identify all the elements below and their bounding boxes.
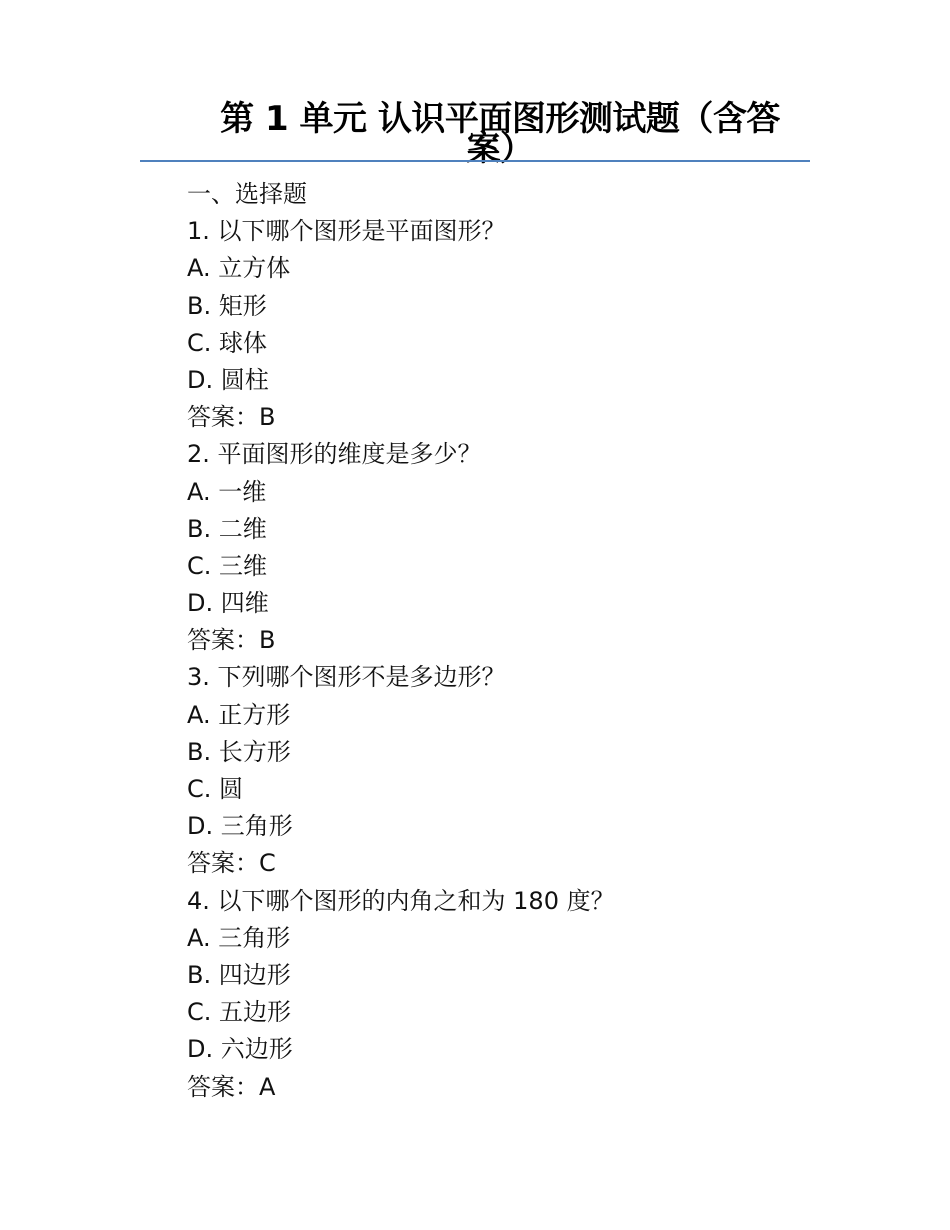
option-a: A. 立方体 [187,254,291,283]
option-d: D. 六边形 [187,1035,293,1064]
option-b: B. 二维 [187,514,267,543]
question-block [187,436,807,659]
answer-text: 答案：B [187,626,276,655]
question-block [187,659,807,882]
question-text: 2. 平面图形的维度是多少？ [187,440,482,469]
document-title: 第 1 单元 认识平面图形测试题（含答案） [220,99,780,169]
option-a: A. 三角形 [187,923,291,952]
option-d: D. 四维 [187,589,269,618]
question-text: 4. 以下哪个图形的内角之和为 180 度？ [187,886,615,915]
section-heading: 一、选择题 [187,180,307,208]
option-b: B. 矩形 [187,291,267,320]
question-text: 1. 以下哪个图形是平面图形？ [187,217,506,246]
option-c: C. 五边形 [187,998,292,1027]
option-c: C. 球体 [187,328,268,357]
question-block [187,883,807,1106]
answer-text: 答案：B [187,403,276,432]
title-underline [140,160,810,162]
answer-text: 答案：C [187,849,276,878]
option-b: B. 四边形 [187,960,291,989]
option-d: D. 圆柱 [187,365,269,394]
question-text: 3. 下列哪个图形不是多边形？ [187,663,506,692]
document-body [187,176,807,1106]
option-a: A. 一维 [187,477,267,506]
option-d: D. 三角形 [187,812,293,841]
question-block [187,213,807,436]
option-c: C. 三维 [187,551,268,580]
answer-text: 答案：A [187,1072,276,1101]
option-b: B. 长方形 [187,737,291,766]
option-c: C. 圆 [187,775,244,803]
option-a: A. 正方形 [187,700,291,729]
